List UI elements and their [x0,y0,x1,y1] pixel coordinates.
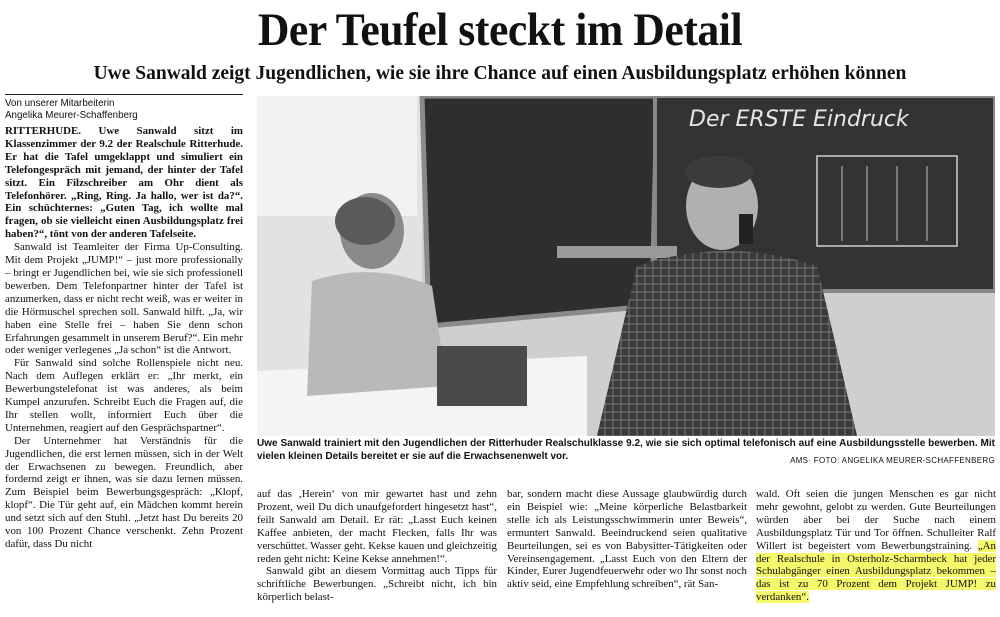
byline [5,98,243,122]
paragraph: Der Unternehmer hat Verständnis für die Jugendlichen, die erst lernen müssen, sich in der Welt der Erwachsenen zu bewegen. Freundlich, aber fordernd zeigt er ihnen, was sie dazu lernen müssen. Zum Beispiel beim Bewerbungsgespräch: „Klopf, klopf“. Die Tür geht auf, ein Mädchen kommt herein und setzt sich auf den Stuhl. „Jetzt hast Du bereits 20 von 100 Prozent Chance verschenkt. Zehn Prozent dafür, dass Du nicht [5,434,243,550]
column-1 [5,94,243,551]
paragraph: Für Sanwald sind solche Rollenspiele nicht neu. Nach dem Auflegen erklärt er: „Ihr merkt, ein Bewerbungstelefonat ist was anderes, als beim Kumpel anzurufen. Schreibt Euch die Fragen auf, die Ihr stellen wollt, informiert Euch über die Unternehmen, reagiert auf den Gesprächspartner“. [5,357,243,434]
paragraph [756,488,996,604]
subheadline: Uwe Sanwald zeigt Jugendlichen, wie sie ihre Chance auf einen Ausbildungsplatz erhöhen können [93,63,907,84]
column-3 [507,488,747,591]
column-4 [756,488,996,604]
column-rule [5,94,243,95]
byline-author: Angelika Meurer-Schaffenberg [5,110,138,121]
lead-paragraph: RITTERHUDE. Uwe Sanwald sitzt im Klassenzimmer der 9.2 der Realschule Ritterhude. Er hat die Tafel umgeklappt und simuliert ein Telefongespräch mit jemand, der hinter der Tafel sitzt. Ein Filzschreiber am Ohr dient als Telefonhörer. „Ring, Ring. Ja hallo, wer ist da?“. Ein schüchternes: „Guten Tag, ich wollte mal fragen, ob sie vielleicht einen Ausbildungsplatz frei haben?“, tönt von der anderen Tafelseite. [5,125,243,241]
photo-credit: AMS· FOTO: ANGELIKA MEURER-SCHAFFENBERG [790,456,995,465]
column-2 [257,488,497,604]
paragraph: Sanwald ist Teamleiter der Firma Up-Consulting. Mit dem Projekt „JUMP!“ – just more professionally – bringt er Jugendlichen bei, wie sie sich professionell bewerben. Dem Telefonpartner hinter der Tafel ist anzumerken, dass er nicht recht weiß, was er weiter in die Hörmuschel sprechen soll. Sanwald hilft. „Ja, wir haben eine Stelle frei – haben Sie denn schon Erfahrungen gesammelt in unserem Beruf?“. Ein mehr oder weniger verlegenes „Ja schon“ ist die Antwort. [5,241,243,357]
classroom-photo-illustration [257,96,995,436]
paragraph: bar, sondern macht diese Aussage glaubwürdig durch ein Beispiel wie: „Meine körperliche Belastbarkeit stelle ich als Leistungsschwimmerin unter Beweis“, ermuntert Sanwald. Beeindruckend seien qualitative Beurteilungen, sei es von Babysitter-Tätigkeiten oder Vereinsengagement. „Lasst Euch von den Eltern der Kinder, Eurer Jugendfeuerwehr oder wo Ihr sonst noch aktiv seid, eine Empfehlung schreiben“, rät San- [507,488,747,591]
paragraph-text: wald. Oft seien die jungen Menschen es gar nicht mehr gewohnt, gelobt zu werden. Gute Beurteilungen würden aber bei der Suche nach einem Ausbildungsplatz Tür und Tor öffnen. Schulleiter Ralf Willert ist begeistert vom Bewerbungstraining. [756,488,996,552]
paragraph: Sanwald gibt an diesem Vormittag auch Tipps für schriftliche Bewerbungen. „Schreibt nicht, ich bin körperlich belast- [257,565,497,604]
article-photo [257,96,995,436]
byline-line-1: Von unserer Mitarbeiterin [5,98,115,109]
paragraph: auf das ‚Herein‘ von mir gewartet hast und zehn Prozent, weil Du dich unaufgefordert hingesetzt hast“, feilt Sanwald am Detail. Er rät: „Lasst Euch keinen Kaffee anbieten, der macht Flecken, falls Ihr was verschüttet. Wasser geht. Kekse kauen und gleichzeitig reden geht nicht: Keine Kekse annehmen!“. [257,488,497,565]
headline: Der Teufel steckt im Detail [257,4,743,56]
photo-caption: Uwe Sanwald trainiert mit den Jugendlichen der Ritterhuder Realschulklasse 9.2, wie sie sich optimal telefonisch auf eine Ausbildungsstelle bewerben. Mit vielen kleinen Details bereitet er sie auf die Erwachsenenwelt vor. [257,438,995,462]
chalkboard-text: Der ERSTE Eindruck [689,107,909,132]
highlighted-quote: „An der Realschule in Osterholz-Scharmbeck hat jeder Schulabgänger einen Ausbildungsplatz bekommen – das ist zu 70 Prozent dem Projekt JUMP! zu verdanken“. [756,539,996,604]
